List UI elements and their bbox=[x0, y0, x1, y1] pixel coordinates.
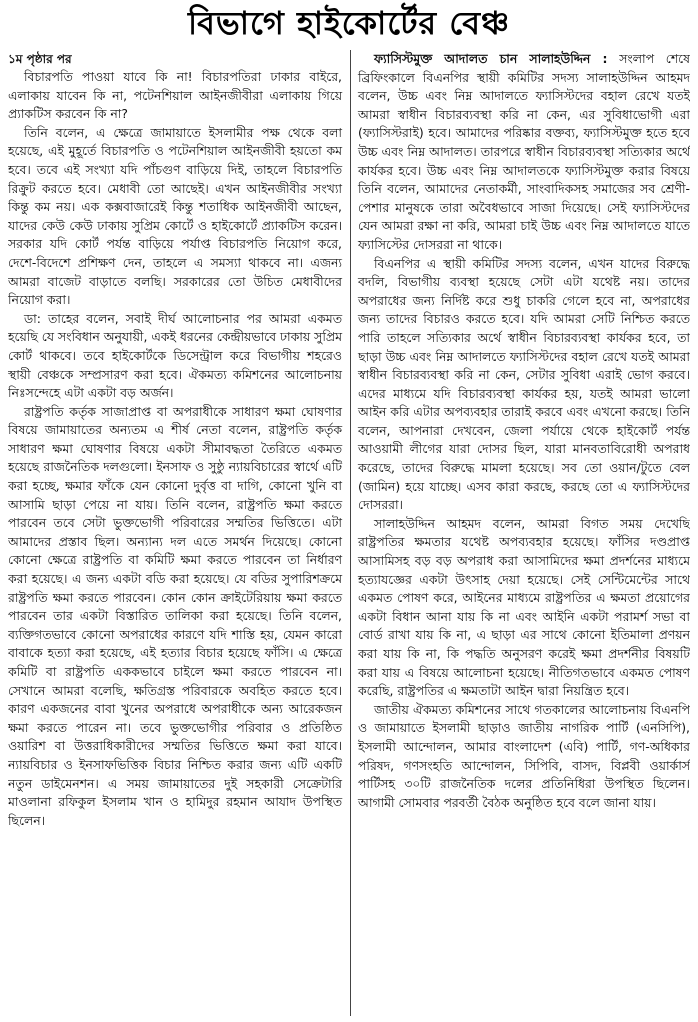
paragraph: রাষ্ট্রপতি কর্তৃক সাজাপ্রাপ্ত বা অপরাধীকে সাধারণ ক্ষমা ঘোষণার বিষয়ে জামায়াতের অন্যতম এ শীর্ষ নেতা বলেন, রাষ্ট্রপতি কর্তৃক সাধারণ ক্ষমা ঘোষণার বিষয়ে একটা সীমাবদ্ধতা তৈরিতে একমত হয়েছে রাজনৈতিক দলগুলো। ইনসাফ ও সুষ্ঠু ন্যায়বিচারের স্বার্থে এটি করা হচ্ছে, ক্ষমার ফাঁকে যেন কোনো দুর্বৃত্ত বা দাগি, কোনো খুনি বা আসামি ছাড়া পেয়ে না যায়। তিনি বলেন, রাষ্ট্রপতি ক্ষমা করতে পারবেন তবে সেটা ভুক্তভোগী পরিবারের সম্মতির ভিত্তিতে। এটা আমাদের প্রস্তাব ছিল। অন্যান্য দল এতে সমর্থন দিয়েছে। কোনো কোনো ক্ষেত্রে রাষ্ট্রপতি বা কমিটি ক্ষমা করতে পারবেন তা নির্ধারণ করা হয়েছে। এ জন্য একটা বডি করা হয়েছে। যে বডির সুপারিশক্রমে রাষ্ট্রপতি ক্ষমা করতে পারবেন। কোন কোন ক্রাইটেরিয়ায় ক্ষমা করতে পারবেন তার একটা বিস্তারিত তালিকা করা হয়েছে। তিনি বলেন, ব্যক্তিগতভাবে কোনো অপরাধের কারণে যদি শাস্তি হয়, যেমন কারো বাবাকে হত্যা করা হয়েছে, এই হত্যার বিচার হয়েছে ফাঁসি। এ ক্ষেত্রে কমিটি বা রাষ্ট্রপতি এককভাবে চাইলে ক্ষমা করতে পারবেন না। সেখানে আমরা বলেছি, ক্ষতিগ্রস্ত পরিবারকে অবহিত করতে হবে। কারণ একজনের বাবা খুনের অপরাধে অপরাধীকে অন্য আরেকজন ক্ষমা করতে পারেন না। তবে ভুক্তভোগীর পরিবার ও প্রতিষ্ঠিত ওয়ারিশ বা উত্তরাধিকারীদের সম্মতির ভিত্তিতে ক্ষমা করা যাবে। ন্যায়বিচার ও ইনসাফভিত্তিক বিচার নিশ্চিত করার জন্য এটি একটি নতুন ডাইমেনশন। এ সময় জামায়াতের দুই সহকারী সেক্রেটারি মাওলানা রফিকুল ইসলাম খান ও হামিদুর রহমান আযাদ উপস্থিত ছিলেন। bbox=[8, 403, 342, 828]
paragraph: ডা: তাহের বলেন, সবাই দীর্ঘ আলোচনার পর আমরা একমত হয়েছি যে সংবিধান অনুযায়ী, একই ধরনের কেন্দ্রীয়ভাবে ঢাকায় সুপ্রিম কোর্ট থাকবে। তবে হাইকোর্টকে ডিসেন্ট্রাল করে বিভাগীয় শহরেও স্থায়ী বেঞ্চকে সম্প্রসারণ করা হবে। ঐকমত্য কমিশনের আলোচনায় নিঃসন্দেহে এটা একটা বড় অর্জন। bbox=[8, 310, 342, 401]
headline: বিভাগে হাইকোর্টের বেঞ্চ bbox=[187, 4, 511, 42]
continued-from-label: ১ম পৃষ্ঠার পর bbox=[8, 52, 72, 66]
paragraph: জাতীয় ঐকমত্য কমিশনের সাথে গতকালের আলোচনায় বিএনপি ও জামায়াতে ইসলামী ছাড়াও জাতীয় নাগরিক পার্টি (এনসিপি), ইসলামী আন্দোলন, আমার বাংলাদেশ (এবি) পার্টি, গণ-অধিকার পরিষদ, গণসংহতি আন্দোলন, সিপিবি, বাসদ, বিপ্লবী ওয়ার্কার্স পার্টিসহ ৩০টি রাজনৈতিক দলের প্রতিনিধিরা উপস্থিত ছিলেন। আগামী সোমবার পরবর্তী বৈঠক অনুষ্ঠিত হবে বলে জানা যায়। bbox=[358, 701, 690, 810]
column-divider bbox=[350, 50, 351, 1016]
paragraph: তিনি বলেন, এ ক্ষেত্রে জামায়াতে ইসলামীর পক্ষ থেকে বলা হয়েছে, এই মুহূর্তে বিচারপতি ও পটেনশিয়াল আইনজীবী হয়তো কম হবে। তবে এই সংখ্যা যদি পাঁচগুণ বাড়িয়ে দিই, তাহলে বিচারপতি রিক্রুট করতে হবে। মেধাবী তো আছেই। এখন আইনজীবীর সংখ্যা কিন্তু কম নয়। এক কক্সবাজারেই কিন্তু শতাধিক আইনজীবী আছেন, যাদের কেউ কেউ ঢাকায় সুপ্রিম কোর্টে ও হাইকোর্টে প্র্যাকটিস করেন। সরকার যদি কোর্ট পর্যন্ত বাড়িয়ে পর্যাপ্ত বিচারপতি নিয়োগ করে, দেশে-বিদেশে প্রশিক্ষণ দেন, তাহলে এ সমস্যা থাকবে না। এজন্য আমরা বাজেট বাড়াতে বলছি। সরকারের তো উচিত মেধাবীদের নিয়োগ করা। bbox=[8, 124, 342, 308]
right-column bbox=[350, 50, 690, 1018]
paragraph: বিচারপতি পাওয়া যাবে কি না! বিচারপতিরা ঢাকার বাইরে, এলাকায় যাবেন কি না, পটেনশিয়াল আইনজীবীরা এলাকায় গিয়ে প্র্যাকটিস করবেন কি না? bbox=[8, 69, 342, 122]
paragraph: সালাহউদ্দিন আহমদ বলেন, আমরা বিগত সময় দেখেছি রাষ্ট্রপতির ক্ষমতার যথেষ্ট অপব্যবহার হয়েছে। ফাঁসির দণ্ডপ্রাপ্ত আসামিসহ বড় বড় অপরাধ করা আসামিদের ক্ষমা প্রদর্শনের মাধ্যমে হত্যাযজ্ঞের একটা উৎসাহ দেয়া হয়েছে। সেই সেন্টিমেন্টের সাথে একমত পোষণ করে, আইনের মাধ্যমে রাষ্ট্রপতির এ ক্ষমতা প্রয়োগের একটা বিধান আনা যায় কি না এবং আইনি একটা পরামর্শ সভা বা বোর্ড রাখা যায় কি না, এ ছাড়া এর সাথে কোনো ইতিমালা প্রণয়ন করা যায় কি না, কি পদ্ধতি অনুসরণ করেই ক্ষমা প্রদর্শনীর বিষয়টি করা যায় এ বিষয়ে আলোচনা হয়েছে। নীতিগতভাবে একমত পোষণ করেছি, রাষ্ট্রপতির এ ক্ষমতাটা আইন দ্বারা নিয়ন্ত্রিত হবে। bbox=[358, 515, 690, 699]
article-columns bbox=[8, 50, 690, 1018]
left-column bbox=[8, 50, 350, 1018]
paragraph-with-subhead bbox=[358, 50, 690, 255]
paragraph-text: সংলাপ শেষে ব্রিফিংকালে বিএনপির স্থায়ী কমিটির সদস্য সালাহউদ্দিন আহমদ বলেন, উচ্চ এবং নিম্ন আদালতে ফ্যাসিস্টদের বহাল রেখে যতই আমরা স্বাধীন বিচারব্যবস্থা করি না কেন, এর সুবিধাভোগী এরা (ফ্যাসিস্টরাই) হবে। আমাদের পরিষ্কার বক্তব্য, ফ্যাসিস্টমুক্ত হতে হবে উচ্চ এবং নিম্ন আদালত। তারপরে স্বাধীন বিচারব্যবস্থা সত্যিকার অর্থে কার্যকর হবে। উচ্চ এবং নিম্ন আদালতকে ফ্যাসিস্টমুক্ত করার বিষয়ে তিনি বলেন, আমাদের নেতাকর্মী, সাংবাদিকসহ সমাজের সব শ্রেণী-পেশার মানুষকে তারা অবৈধভাবে সাজা দিয়েছে। সেই ফ্যাসিস্টদের যেন আমরা রক্ষা না করি, আমরা চাই উচ্চ এবং নিম্ন আদালতে যাতে ফ্যাসিস্টের দোসররা না থাকে। bbox=[358, 51, 690, 252]
paragraph: বিএনপির এ স্থায়ী কমিটির সদস্য বলেন, এখন যাদের বিরুদ্ধে বদলি, বিভাগীয় ব্যবস্থা হয়েছে সেটা এটা যথেষ্ট নয়। তাদের অপরাধের জন্য নির্দিষ্ট করে শুধু চাকরি গেলে হবে না, অপরাধের জন্য তাদের বিচারও করতে হবে। যদি আমরা সেটি নিশ্চিত করতে পারি তাহলে সত্যিকার অর্থে স্বাধীন বিচারব্যবস্থা কার্যকর হবে, তা ছাড়া উচ্চ এবং নিম্ন আদালতে ফ্যাসিস্টদের বহাল রেখে যতই আমরা স্বাধীন বিচারব্যবস্থা করি না কেন, সেটার সুবিধা এরাই ভোগ করবে। এদের মাধ্যমে যদি বিচারব্যবস্থা কার্যকর হয়, যতই আমরা ভালো আইন করি এটার অপব্যবহার তারাই করবে এবং এখনো করছে। তিনি বলেন, আপনারা দেখবেন, জেলা পর্যায়ে থেকে হাইকোর্ট পর্যন্ত আওয়ামী লীগের যারা দোসর ছিল, যারা মানবতাবিরোধী অপরাধ করেছে, তাদের বিরুদ্ধে মামলা হয়েছে। সব তো ওয়ান/টুতে বেল (জামিন) হয়ে যাচ্ছে। এসব কারা করছে, করছে তো এ ফ্যাসিস্টদের দোসররা। bbox=[358, 255, 690, 513]
subheading: ফ্যাসিস্টমুক্ত আদালত চান সালাহউদ্দিন : bbox=[374, 51, 608, 66]
